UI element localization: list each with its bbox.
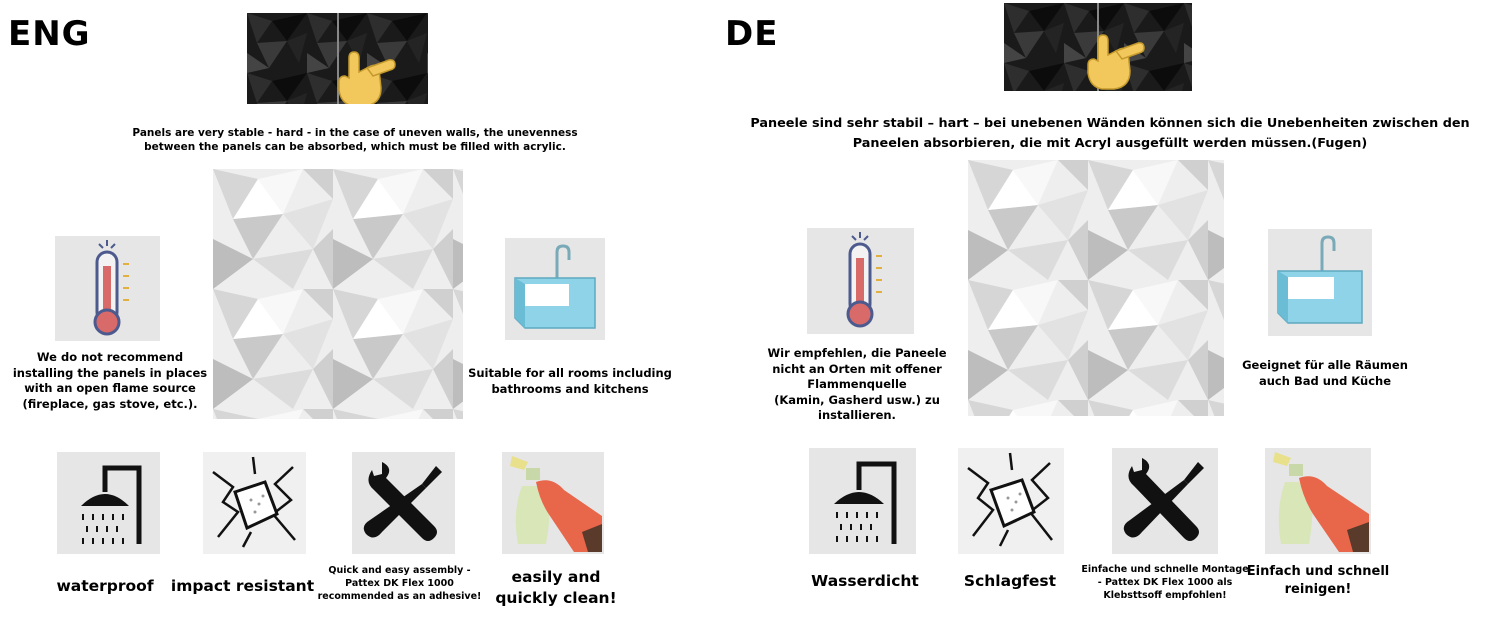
spray-cleaning-icon bbox=[1265, 448, 1371, 554]
flame-line-4: (fireplace, gas stove, etc.). bbox=[22, 396, 198, 411]
stability-line-1-de: Paneele sind sehr stabil – hart – bei unebenen Wänden können sich die Unebenheiten zwischen den bbox=[750, 116, 1470, 131]
impact-tile-de bbox=[958, 448, 1064, 554]
stability-line-2-de: Paneelen absorbieren, die mit Acryl ausgefüllt werden müssen.(Fugen) bbox=[852, 135, 1368, 151]
stability-text-de bbox=[730, 114, 1490, 154]
language-label-eng: ENG bbox=[8, 14, 91, 54]
feature-waterproof-de: Wasserdicht bbox=[811, 572, 919, 590]
feature-impact-eng: impact resistant bbox=[170, 577, 315, 595]
flame-line-3: with an open flame source bbox=[24, 381, 196, 396]
stability-line-2: between the panels can be absorbed, which must be filled with acrylic. bbox=[144, 141, 566, 154]
stability-line-1: Panels are very stable - hard - in the case of uneven walls, the unevenness bbox=[132, 127, 578, 139]
spray-tile bbox=[502, 452, 604, 554]
impact-icon bbox=[958, 448, 1064, 554]
flame-line-3-de: Flammenquelle bbox=[807, 377, 907, 392]
feature-clean-de bbox=[1243, 563, 1393, 598]
assembly-line-3: recommended as an adhesive! bbox=[317, 590, 482, 602]
thermometer-tile bbox=[55, 236, 160, 341]
sink-tile-de bbox=[1268, 229, 1372, 336]
shower-icon bbox=[57, 452, 160, 554]
flame-line-2: installing the panels in places bbox=[12, 365, 208, 380]
tools-tile bbox=[352, 452, 455, 554]
rooms-line-1: Suitable for all rooms including bbox=[468, 366, 672, 380]
white-3d-panel-image bbox=[213, 169, 463, 419]
feature-assembly-eng bbox=[312, 565, 487, 603]
feature-clean-eng bbox=[486, 567, 626, 609]
impact-tile bbox=[203, 452, 306, 554]
assembly-line-1: Quick and easy assembly - bbox=[328, 565, 471, 576]
sink-icon bbox=[1268, 229, 1372, 336]
shower-icon bbox=[809, 448, 916, 554]
language-label-de: DE bbox=[725, 14, 779, 54]
hand-pointer-icon bbox=[1076, 21, 1146, 91]
feature-assembly-de bbox=[1080, 564, 1250, 602]
assembly-line-2: Pattex DK Flex 1000 bbox=[345, 577, 454, 589]
flame-line-5-de: installieren. bbox=[818, 408, 896, 423]
assembly-line-3-de: Klebsttsoff empfohlen! bbox=[1103, 589, 1227, 601]
rooms-text-de bbox=[1225, 358, 1425, 389]
sink-icon bbox=[505, 238, 605, 340]
flame-line-2-de: nicht an Orten mit offener bbox=[772, 361, 942, 376]
stability-text-eng bbox=[90, 126, 620, 154]
white-3d-panel-image-de bbox=[968, 160, 1224, 416]
thermometer-tile-de bbox=[807, 228, 914, 334]
shower-tile-de bbox=[809, 448, 916, 554]
assembly-line-1-de: Einfache und schnelle Montage bbox=[1081, 564, 1249, 575]
tools-tile-de bbox=[1112, 448, 1218, 554]
clean-line-2: quickly clean! bbox=[495, 588, 617, 607]
dark-panel-touch-image bbox=[247, 13, 428, 104]
assembly-line-2-de: - Pattex DK Flex 1000 als bbox=[1097, 576, 1233, 588]
impact-icon bbox=[203, 452, 306, 554]
flame-line-4-de: (Kamin, Gasherd usw.) zu bbox=[774, 392, 940, 407]
shower-tile bbox=[57, 452, 160, 554]
tools-icon bbox=[352, 452, 455, 554]
dark-panel-touch-image-de bbox=[1004, 3, 1192, 91]
spray-cleaning-icon bbox=[502, 452, 604, 554]
tools-icon bbox=[1112, 448, 1218, 554]
feature-waterproof-eng: waterproof bbox=[56, 577, 154, 595]
clean-line-1: easily and bbox=[511, 568, 601, 586]
thermometer-icon bbox=[55, 236, 160, 341]
clean-line-1-de: Einfach und schnell bbox=[1246, 564, 1390, 579]
feature-impact-de: Schlagfest bbox=[963, 572, 1057, 590]
flame-warning-text-de bbox=[752, 346, 962, 424]
hand-pointer-icon bbox=[327, 38, 397, 104]
flame-line-1-de: Wir empfehlen, die Paneele bbox=[767, 346, 947, 360]
clean-line-2-de: reinigen! bbox=[1284, 581, 1352, 597]
flame-warning-text-eng bbox=[10, 350, 210, 412]
rooms-line-2: bathrooms and kitchens bbox=[491, 381, 649, 396]
rooms-line-1-de: Geeignet für alle Räumen bbox=[1242, 358, 1408, 372]
rooms-line-2-de: auch Bad und Küche bbox=[1258, 373, 1392, 388]
sink-tile bbox=[505, 238, 605, 340]
rooms-text-eng bbox=[460, 366, 680, 397]
flame-line-1: We do not recommend bbox=[36, 350, 184, 364]
spray-tile-de bbox=[1265, 448, 1371, 554]
thermometer-icon bbox=[807, 228, 914, 334]
